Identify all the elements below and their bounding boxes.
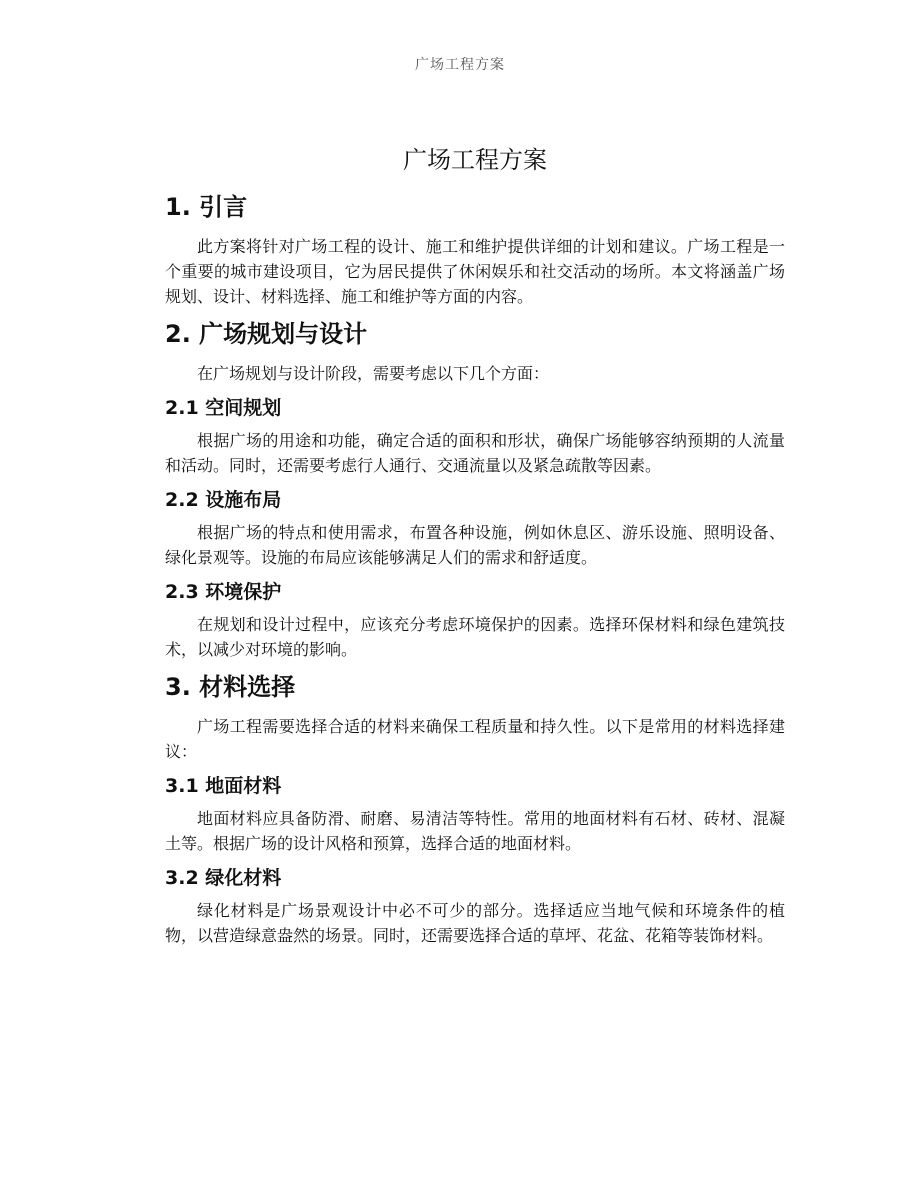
section-2-3-paragraph: 在规划和设计过程中，应该充分考虑环境保护的因素。选择环保材料和绿色建筑技术，以减少对环境的影响。: [165, 615, 785, 659]
document-body: [165, 140, 785, 956]
document-title: 广场工程方案: [403, 146, 547, 174]
section-3-heading: 3. 材料选择: [165, 673, 296, 701]
section-3-1-heading: 3.1 地面材料: [165, 775, 282, 797]
section-3-1-paragraph: 地面材料应具备防滑、耐磨、易清洁等特性。常用的地面材料有石材、砖材、混凝土等。根据广场的设计风格和预算，选择合适的地面材料。: [165, 809, 785, 853]
section-2-2-paragraph: 根据广场的特点和使用需求，布置各种设施，例如休息区、游乐设施、照明设备、绿化景观等。设施的布局应该能够满足人们的需求和舒适度。: [165, 523, 785, 567]
page-header: 广场工程方案: [415, 57, 505, 73]
section-3-paragraph: 广场工程需要选择合适的材料来确保工程质量和持久性。以下是常用的材料选择建议：: [165, 717, 785, 761]
section-1-paragraph: 此方案将针对广场工程的设计、施工和维护提供详细的计划和建议。广场工程是一个重要的城市建设项目，它为居民提供了休闲娱乐和社交活动的场所。本文将涵盖广场规划、设计、材料选择、施工和维护等方面的内容。: [165, 237, 785, 306]
section-2-1-paragraph: 根据广场的用途和功能，确定合适的面积和形状，确保广场能够容纳预期的人流量和活动。同时，还需要考虑行人通行、交通流量以及紧急疏散等因素。: [165, 431, 785, 475]
section-2-paragraph: 在广场规划与设计阶段，需要考虑以下几个方面：: [197, 364, 550, 383]
section-2-3-heading: 2.3 环境保护: [165, 581, 282, 603]
section-1-heading: 1. 引言: [165, 193, 248, 221]
section-3-2-paragraph: 绿化材料是广场景观设计中必不可少的部分。选择适应当地气候和环境条件的植物，以营造绿意盎然的场景。同时，还需要选择合适的草坪、花盆、花箱等装饰材料。: [165, 901, 785, 945]
section-2-heading: 2. 广场规划与设计: [165, 320, 368, 348]
section-3-2-heading: 3.2 绿化材料: [165, 867, 282, 889]
section-2-2-heading: 2.2 设施布局: [165, 489, 282, 511]
section-2-1-heading: 2.1 空间规划: [165, 397, 282, 419]
